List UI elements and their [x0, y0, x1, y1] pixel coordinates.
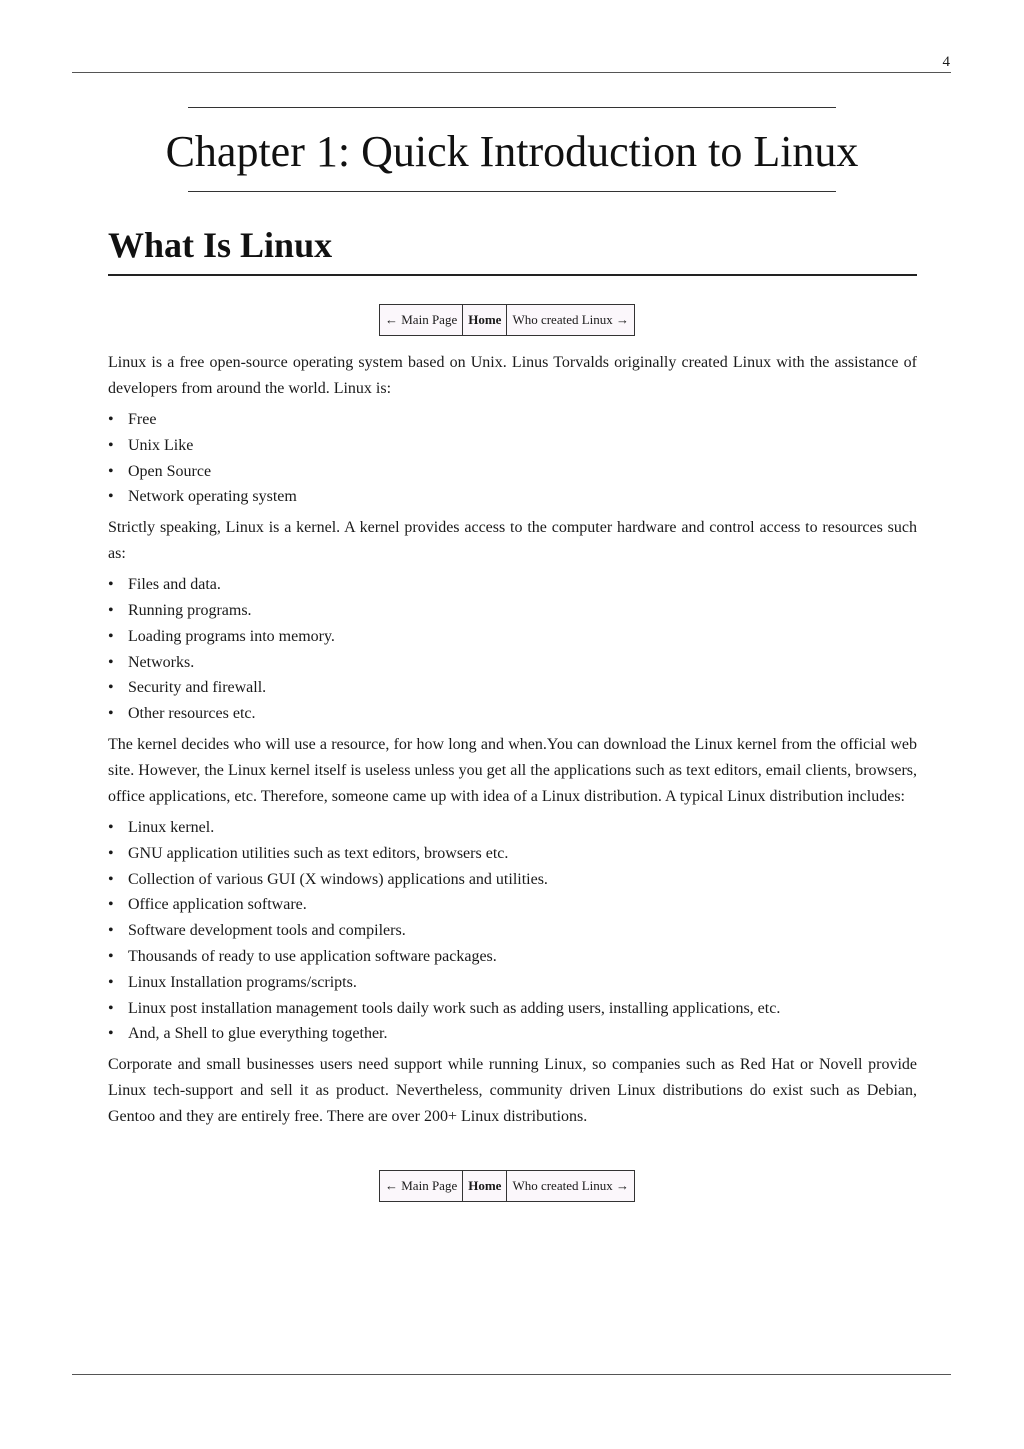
nav-next-link[interactable]: Who created Linux → — [512, 312, 630, 327]
bullet-icon: • — [108, 436, 114, 454]
list-item-text: Linux post installation management tools daily work such as adding users, installing applications, etc. — [128, 999, 781, 1017]
list-item-text: Security and firewall. — [128, 679, 267, 697]
bullet-icon: • — [108, 973, 114, 991]
list-item-text: GNU application utilities such as text editors, browsers etc. — [128, 844, 509, 862]
bullet-icon: • — [108, 576, 114, 594]
bullet-icon: • — [108, 462, 114, 480]
list-item-text: Software development tools and compilers. — [128, 922, 406, 940]
list-item-text: Linux kernel. — [128, 818, 215, 836]
bullet-icon: • — [108, 1025, 114, 1043]
nav-home-link[interactable]: Home — [463, 1171, 507, 1201]
list-item — [108, 484, 917, 510]
list-item-text: Thousands of ready to use application software packages. — [128, 947, 497, 965]
distribution-contents-list — [108, 815, 917, 1047]
list-item — [108, 841, 917, 867]
list-item — [108, 433, 917, 459]
linux-features-list — [108, 407, 917, 510]
list-item-text: Unix Like — [128, 436, 194, 454]
list-item-text: Free — [128, 411, 157, 428]
list-item — [108, 572, 917, 598]
bullet-icon: • — [108, 488, 114, 506]
support-paragraph: Corporate and small businesses users need support while running Linux, so companies such as Red Hat or Novell provide Linux tech-support and sell it as product. Nevertheless, community driven Linux distributions do exist such as Debian, Gentoo and they are entirely free. There are over 200+ Linux distributions. — [108, 1056, 917, 1126]
list-item — [108, 598, 917, 624]
kernel-resources-list — [108, 572, 917, 727]
bullet-icon: • — [108, 922, 114, 940]
bullet-icon: • — [108, 653, 114, 671]
intro-paragraph: Linux is a free open-source operating system based on Unix. Linus Torvalds originally created Linux with the assistance of developers from around the world. Linux is: — [108, 354, 917, 397]
chapter-top-rule — [188, 107, 836, 108]
list-item-text: Networks. — [128, 653, 195, 671]
top-navbox — [379, 304, 635, 336]
list-item — [108, 675, 917, 701]
bullet-icon: • — [108, 411, 114, 428]
list-item — [108, 867, 917, 893]
nav-prev-link[interactable]: ← Main Page — [380, 1171, 463, 1201]
list-item — [108, 892, 917, 918]
list-item — [108, 918, 917, 944]
list-item — [108, 624, 917, 650]
bullet-icon: • — [108, 679, 114, 697]
list-item-text: And, a Shell to glue everything together. — [128, 1025, 388, 1043]
bullet-icon: • — [108, 947, 114, 965]
list-item-text: Loading programs into memory. — [128, 627, 335, 645]
bullet-icon: • — [108, 601, 114, 619]
list-item-text: Network operating system — [128, 488, 297, 506]
section-title: What Is Linux — [108, 225, 333, 265]
bullet-icon: • — [108, 999, 114, 1017]
chapter-title: Chapter 1: Quick Introduction to Linux — [165, 127, 859, 176]
section-rule — [108, 274, 917, 276]
nav-prev-link[interactable]: ← Main Page — [380, 305, 463, 335]
bullet-icon: • — [108, 844, 114, 862]
page-number: 4 — [942, 54, 950, 70]
chapter-bottom-rule — [188, 191, 836, 192]
bottom-navbox — [379, 1170, 635, 1202]
bullet-icon: • — [108, 627, 114, 645]
list-item-text: Collection of various GUI (X windows) applications and utilities. — [128, 870, 548, 888]
list-item-text: Files and data. — [128, 576, 221, 594]
nav-next-link[interactable]: Who created Linux → — [512, 1178, 630, 1193]
list-item — [108, 459, 917, 485]
list-item-text: Office application software. — [128, 896, 307, 914]
bullet-icon: • — [108, 896, 114, 914]
bullet-icon: • — [108, 818, 114, 836]
list-item-text: Open Source — [128, 462, 212, 480]
kernel-paragraph: Strictly speaking, Linux is a kernel. A kernel provides access to the computer hardware and control access to resources such as: — [108, 519, 917, 563]
list-item-text: Other resources etc. — [128, 705, 256, 723]
list-item — [108, 1021, 917, 1047]
header-rule — [72, 72, 951, 73]
bullet-icon: • — [108, 870, 114, 888]
list-item — [108, 996, 917, 1022]
list-item — [108, 970, 917, 996]
list-item — [108, 701, 917, 727]
article-body — [108, 350, 917, 1135]
distribution-paragraph: The kernel decides who will use a resource, for how long and when.You can download the Linux kernel from the official web site. However, the Linux kernel itself is useless unless you get all the applications such as text editors, email clients, browsers, office applications, etc. Therefore, someone came up with idea of a Linux distribution. A typical Linux distribution includes: — [108, 735, 917, 805]
list-item — [108, 944, 917, 970]
bullet-icon: • — [108, 705, 114, 723]
list-item-text: Linux Installation programs/scripts. — [128, 973, 357, 991]
list-item — [108, 407, 917, 433]
list-item — [108, 815, 917, 841]
list-item-text: Running programs. — [128, 601, 252, 619]
nav-home-link[interactable]: Home — [463, 305, 507, 335]
list-item — [108, 650, 917, 676]
footer-rule — [72, 1374, 951, 1375]
